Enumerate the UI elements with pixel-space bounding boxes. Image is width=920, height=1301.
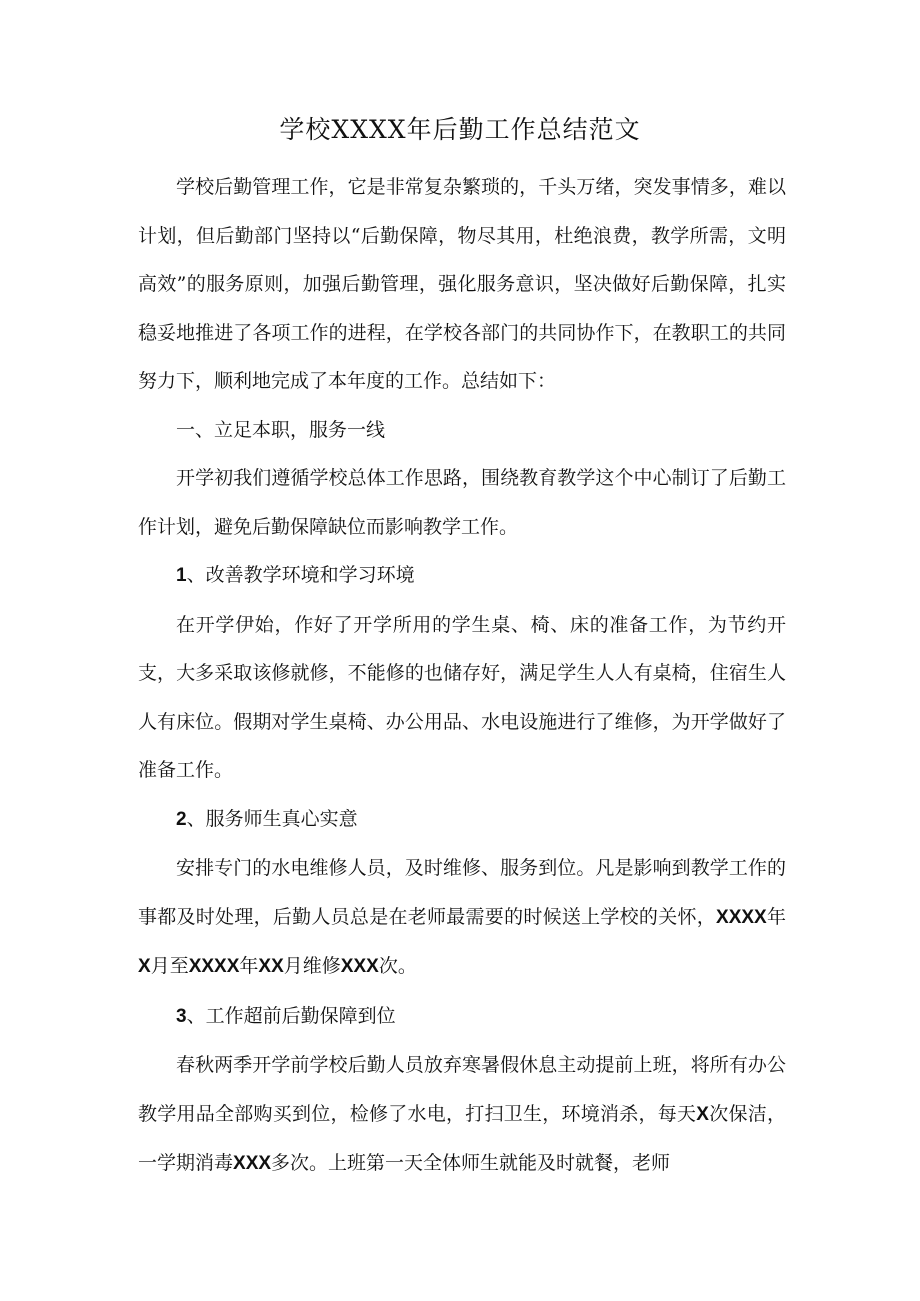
item-3-heading-text: 、工作超前后勤保障到位: [186, 1004, 396, 1027]
item-2-text-year-1: 年: [766, 905, 786, 928]
item-2-heading-text: 、服务师生真心实意: [186, 807, 358, 830]
item-2-text-year-2: 年: [239, 955, 259, 977]
item-1-number: 1: [176, 565, 187, 586]
item-3-heading: [138, 992, 786, 1042]
placeholder-year-2: XXXX: [188, 956, 240, 977]
item-3-text: 春秋两季开学前学校后勤人员放弃寒暑假休息主动提前上班，将所有办公教学用品全部购买到位，检修了水电，打扫卫生，环境消杀，每天: [138, 1054, 786, 1125]
item-3-text-end: 多次。上班第一天全体师生就能及时就餐，老师: [271, 1152, 671, 1174]
document-title: 学校XXXX年后勤工作总结范文: [279, 115, 641, 144]
placeholder-month: X: [138, 956, 151, 977]
item-1-heading-text: 、改善教学环境和学习环境: [186, 564, 415, 586]
item-1-paragraph: 在开学伊始，作好了开学所用的学生桌、椅、床的准备工作，为节约开支，大多采取该修就修，不能修的也储存好，满足学生人人有桌椅，住宿生人人有床位。假期对学生桌椅、办公用品、水电设施进行了维修，为开学做好了准备工作。: [138, 613, 786, 781]
item-2-text: 安排专门的水电维修人员，及时维修、服务到位。凡是影响到教学工作的事都及时处理，后勤人员总是在老师最需要的时候送上学校的关怀，: [138, 857, 786, 928]
item-3-number: 3: [176, 1005, 187, 1027]
placeholder-count: XXX: [340, 956, 379, 977]
placeholder-month-2: XX: [258, 956, 284, 977]
item-1-heading: [138, 551, 786, 601]
item-2-text-month-to: 月至: [150, 955, 189, 977]
intro-paragraph: 学校后勤管理工作，它是非常复杂繁琐的，千头万绪，突发事情多，难以计划，但后勤部门坚持以“后勤保障，物尽其用，杜绝浪费，教学所需，文明高效”的服务原则，加强后勤管理，强化服务意识，坚决做好后勤保障，扎实稳妥地推进了各项工作的进程，在学校各部门的共同协作下，在教职工的共同努力下，顺利地完成了本年度的工作。总结如下：: [138, 176, 786, 392]
placeholder-cleaning-count: X: [696, 1103, 709, 1125]
item-2-heading: [138, 795, 786, 845]
item-2-paragraph: [138, 844, 786, 992]
item-3-paragraph: [138, 1041, 786, 1189]
item-2-text-repair: 月维修: [283, 955, 341, 977]
placeholder-year: XXXX: [716, 906, 767, 928]
section-1-paragraph: 开学初我们遵循学校总体工作思路，围绕教育教学这个中心制订了后勤工作计划，避免后勤保障缺位而影响教学工作。: [138, 467, 786, 538]
placeholder-disinfect-count: XXX: [233, 1153, 272, 1174]
section-1-heading: 一、立足本职，服务一线: [176, 418, 386, 441]
item-2-number: 2: [176, 808, 187, 830]
item-2-text-times: 次。: [378, 955, 417, 977]
document-body: [138, 163, 786, 1189]
item-3-text-cleaning: 次保洁，一学期消毒: [138, 1102, 786, 1174]
